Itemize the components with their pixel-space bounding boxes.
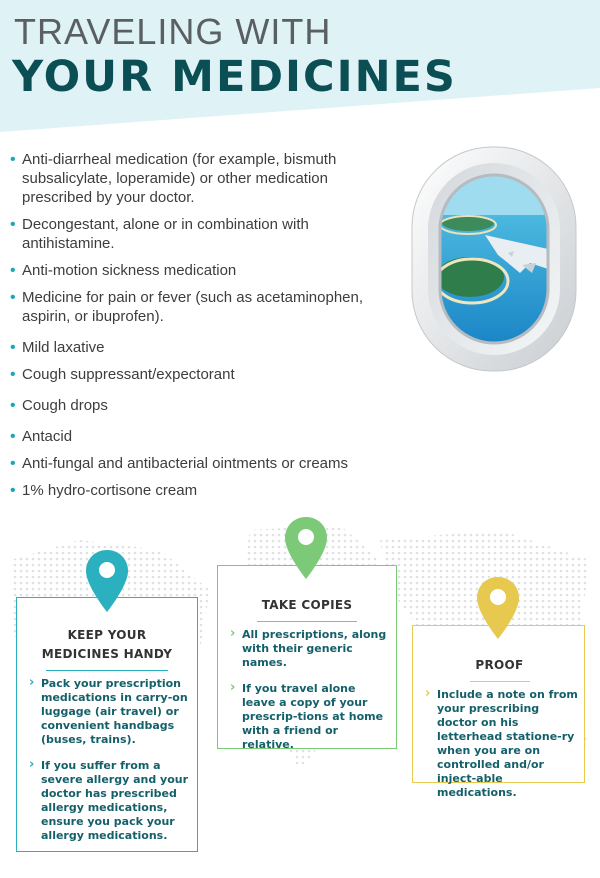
medicine-item: • Anti-fungal and antibacterial ointments or creams (6, 454, 386, 473)
card-title: PROOF (475, 658, 524, 672)
tip-item: › Pack your prescription medications in carry-on luggage (air travel) or convenient handbags (buses, trains). (25, 677, 189, 747)
tip-item: › Include a note on from your prescribing doctor on his letterhead statione-ry when you are on controlled and/or inject-able medications. (421, 688, 578, 800)
tip-item: › All prescriptions, along with their generic names. (226, 628, 388, 670)
map-pin-icon (283, 515, 329, 581)
card-title (25, 626, 189, 664)
tip-item: › If you suffer from a severe allergy and your doctor has prescribed allergy medications, ensure you pack your allergy medications. (25, 759, 189, 843)
medicine-list (6, 150, 386, 508)
divider (470, 681, 530, 682)
card-title: TAKE COPIES (261, 598, 353, 612)
tip-item: › If you travel alone leave a copy of your prescrip-tions at home with a friend or relative. (226, 682, 388, 752)
airplane-window-illustration (410, 145, 578, 373)
card-proof (412, 625, 585, 799)
divider (46, 670, 168, 671)
tip-list (421, 688, 578, 800)
medicine-item: • Cough suppressant/expectorant (6, 365, 386, 384)
medicine-item: • 1% hydro-cortisone cream (6, 481, 386, 500)
medicine-item: • Cough drops (6, 396, 386, 415)
medicine-item: • Anti-diarrheal medication (for example, bismuth subsalicylate, loperamide) or other medication prescribed by your doctor. (6, 150, 386, 207)
map-pin-icon (475, 575, 521, 641)
divider (257, 621, 357, 622)
card-title-line2: MEDICINES HANDY (41, 647, 173, 661)
page-title-line2: YOUR MEDICINES (12, 52, 457, 102)
medicine-item: • Anti-motion sickness medication (6, 261, 386, 280)
card-keep-medicines-handy (16, 597, 198, 852)
tip-list (25, 677, 189, 843)
medicine-item: • Medicine for pain or fever (such as acetaminophen, aspirin, or ibuprofen). (6, 288, 386, 326)
medicine-item: • Antacid (6, 427, 386, 446)
medicine-item: • Decongestant, alone or in combination with antihistamine. (6, 215, 386, 253)
map-pin-icon (84, 548, 130, 614)
card-take-copies (217, 565, 397, 749)
card-title-line1: KEEP YOUR (67, 628, 147, 642)
tip-list (226, 628, 388, 752)
page-title-line1: TRAVELING WITH (14, 11, 332, 52)
medicine-item: • Mild laxative (6, 338, 386, 357)
